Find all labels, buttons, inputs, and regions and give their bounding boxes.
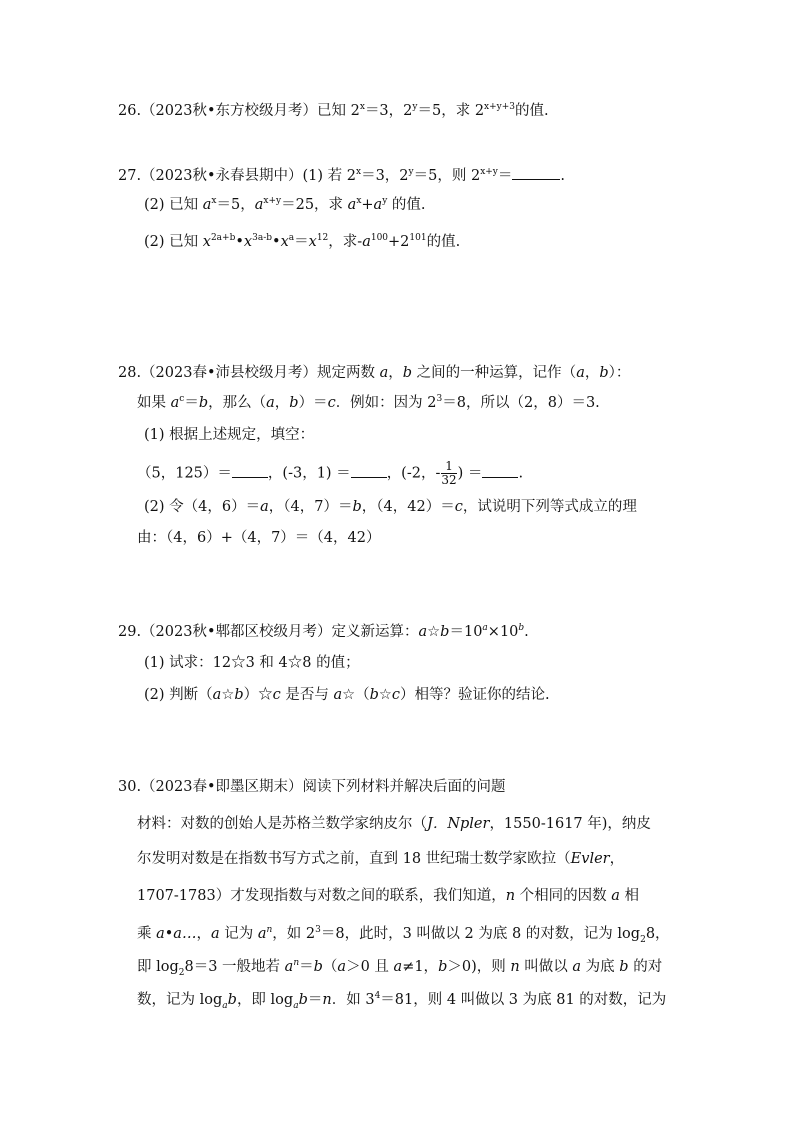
question-30-line-1: 30.（2023春•即墨区期末）阅读下列材料并解决后面的问题 [118, 779, 506, 795]
question-30-line-7 [137, 991, 667, 1011]
exponent: x+y+3 [484, 102, 516, 113]
exponent: 12 [316, 233, 329, 244]
text: ，求- [328, 234, 363, 250]
exponent: 2a+b [210, 233, 236, 244]
text: ．如 3 [331, 992, 375, 1008]
text: ， [196, 926, 211, 942]
exponent: x [211, 196, 217, 207]
var: a [572, 959, 582, 975]
var: a [393, 959, 403, 975]
text: ☆（ [342, 687, 370, 703]
text: ＝ [294, 234, 309, 250]
text: （ [322, 959, 338, 975]
question-27-line-1 [118, 167, 565, 184]
text: ， [388, 365, 403, 381]
question-30-line-3 [137, 852, 624, 867]
name: Evler [570, 851, 610, 867]
text: ，(-2，- [386, 465, 441, 482]
var: a [260, 499, 269, 515]
var: c [327, 395, 336, 411]
text: ＞0)，则 [447, 959, 511, 975]
text: ＝81，则 4 叫做以 3 为底 81 的对数，记为 [380, 992, 667, 1008]
exponent: 100 [370, 233, 389, 244]
var: b [298, 992, 308, 1008]
text: ＝3，2 [361, 168, 409, 184]
text: . [518, 465, 524, 482]
fraction [441, 460, 456, 487]
question-30-line-2 [137, 817, 651, 832]
text: 之间的一种运算，记作（ [412, 365, 577, 381]
text: 尔发明对数是在指数书写方式之前，直到 18 世纪瑞士数学家欧拉（ [137, 851, 571, 867]
text: 为底 [581, 959, 620, 975]
text: 28.（2023春•沛县校级月考）规定两数 [118, 365, 380, 381]
var: a [333, 687, 343, 703]
var: x [280, 234, 289, 250]
exponent: x+y [480, 167, 498, 178]
text: 数，记为 log [137, 992, 223, 1008]
question-27-line-3 [144, 235, 460, 250]
text: 26.（2023秋•东方校级月考）已知 2 [118, 103, 360, 119]
text: 的对 [628, 959, 663, 975]
exponent: 3 [315, 925, 321, 936]
exponent: b [518, 623, 525, 634]
text: ，如 2 [272, 926, 316, 942]
answer-blank[interactable] [232, 465, 268, 478]
question-29-line-3 [144, 688, 550, 703]
question-30-line-6 [137, 958, 663, 978]
var: a [362, 234, 371, 250]
text: 材料：对数的创始人是苏格兰数学家纳皮尔（ [137, 816, 427, 832]
text: (2) 令（4，6）＝ [144, 499, 261, 515]
text: ）： [608, 365, 631, 381]
question-28-line-1 [118, 366, 630, 381]
exponent: n [266, 925, 273, 936]
var: b [438, 959, 448, 975]
subscript: 2 [640, 934, 646, 945]
text: . [560, 168, 565, 184]
text: (2) 已知 [144, 197, 203, 213]
var: a [337, 959, 347, 975]
var: a [576, 365, 585, 381]
text: ＝5， [216, 197, 255, 213]
text: 记为 [219, 926, 258, 942]
exponent: y [382, 196, 388, 207]
text: 个相同的因数 [515, 888, 612, 904]
text: ，那么（ [208, 395, 267, 411]
text: ≠1， [402, 959, 439, 975]
subscript: 2 [178, 967, 185, 978]
text: ， [584, 365, 600, 381]
var: b [198, 395, 209, 411]
denominator: 32 [441, 473, 457, 487]
text: ，（4，7）＝ [268, 499, 353, 515]
text: ＝25，求 [281, 197, 348, 213]
text: 的值. [387, 197, 426, 213]
exponent: x+y [263, 196, 282, 207]
text: 叫做以 [519, 959, 573, 975]
text: 的值. [515, 103, 549, 119]
text: ＝ [299, 959, 314, 975]
question-30-line-4 [137, 889, 639, 904]
text: ×10 [487, 624, 519, 640]
var: b [313, 959, 323, 975]
var: a [284, 959, 294, 975]
text: ，即 log [236, 992, 294, 1008]
text: 1707-1783）才发现指数与对数之间的联系，我们知道， [137, 888, 506, 904]
var: a [266, 395, 275, 411]
question-28-line-3: (1) 根据上述规定，填空： [144, 427, 315, 443]
text: ）相等？验证你的结论. [400, 687, 550, 703]
var: x [202, 234, 211, 250]
var: c [272, 687, 281, 703]
text: ＝8，此时，3 叫做以 2 为底 8 的对数，记为 log [320, 926, 641, 942]
answer-blank[interactable] [351, 465, 387, 478]
text: ）☆ [243, 687, 273, 703]
var: b [619, 959, 629, 975]
var: a [254, 197, 264, 213]
text: 27.（2023秋•永春县期中）(1) 若 2 [118, 168, 356, 184]
var: b [352, 499, 362, 515]
subscript: a [293, 1000, 299, 1011]
text: + [361, 197, 374, 213]
question-29-line-2: (1) 试求：12☆3 和 4☆8 的值； [144, 655, 360, 671]
var: n [505, 888, 516, 904]
exponent: n [293, 958, 300, 969]
text: 8， [645, 926, 670, 942]
question-30-line-5 [137, 925, 670, 945]
text: . [524, 624, 529, 640]
text: ，（4，42）＝ [361, 499, 455, 515]
var: x [308, 234, 317, 250]
text: ☆ [378, 687, 392, 703]
question-29-line-1 [118, 625, 529, 640]
text: ．例如：因为 2 [335, 395, 437, 411]
var: c [454, 499, 463, 515]
text: ＝5，求 2 [417, 103, 485, 119]
var: b [440, 624, 450, 640]
var: a [379, 365, 389, 381]
numerator: 1 [445, 459, 453, 473]
text: ，1550-1617 年)，纳皮 [489, 816, 651, 832]
var: a [373, 197, 383, 213]
question-26 [118, 104, 549, 119]
text: ＞0 且 [346, 959, 394, 975]
name: J．Npler [427, 816, 490, 832]
question-28-line-2 [137, 396, 600, 411]
text: 如果 [137, 395, 171, 411]
answer-blank[interactable] [482, 465, 518, 478]
var: a [347, 197, 357, 213]
text: 乘 [137, 926, 157, 942]
text: 8＝3 一般地若 [184, 959, 285, 975]
question-28-line-6: 由：（4，6）+（4，7）＝（4，42） [137, 530, 381, 546]
var: a [611, 888, 620, 904]
text: ＝5，则 2 [413, 168, 481, 184]
var: a [257, 926, 267, 942]
text: ，(-3，1) ＝ [267, 465, 351, 482]
exponent: c [179, 394, 185, 405]
text: 即 log [137, 959, 179, 975]
var: n [322, 992, 332, 1008]
text: ， [609, 851, 625, 867]
exponent: x [356, 167, 362, 178]
var: b [599, 365, 609, 381]
exponent: x [356, 196, 362, 207]
exponent: 101 [409, 233, 427, 244]
text: ☆ [427, 624, 441, 640]
var: a [202, 197, 212, 213]
var: b [234, 687, 244, 703]
text: ＝3，2 [364, 103, 413, 119]
text: ＝ [497, 168, 513, 184]
exponent: 4 [374, 991, 381, 1002]
var: a [210, 926, 220, 942]
var: b [227, 992, 237, 1008]
text: 的值. [426, 234, 461, 250]
var: a [418, 624, 428, 640]
question-28-line-5 [144, 500, 637, 515]
var: c [391, 687, 401, 703]
var: a [170, 395, 180, 411]
var: b [402, 365, 413, 381]
text: （5，125）＝ [137, 465, 232, 482]
var: a•a… [156, 926, 197, 942]
question-27-line-2 [144, 198, 426, 213]
text: 相 [619, 888, 640, 904]
text: ， [274, 395, 290, 411]
var: x [243, 234, 253, 250]
text: +2 [388, 234, 410, 250]
text: ）＝ [298, 395, 328, 411]
var: b [369, 687, 379, 703]
text: • [235, 234, 244, 250]
text: ＝ [184, 395, 199, 411]
exponent: 3 [436, 394, 443, 405]
exponent: a [288, 233, 295, 244]
question-28-line-4 [137, 460, 523, 487]
var: n [510, 959, 520, 975]
text: ) ＝ [457, 465, 483, 482]
var: a [212, 687, 222, 703]
exponent: y [412, 102, 418, 113]
text: ＝10 [449, 624, 483, 640]
exponent: a [482, 623, 488, 634]
answer-blank[interactable] [512, 167, 560, 180]
exponent: 3a-b [252, 233, 273, 244]
subscript: a [222, 1000, 228, 1011]
text: ☆ [221, 687, 235, 703]
exponent: x [359, 102, 365, 113]
text: 是否与 [280, 687, 334, 703]
text: (2) 已知 [144, 234, 203, 250]
text: (2) 判断（ [144, 687, 213, 703]
text: ＝ [307, 992, 323, 1008]
text: ＝8，所以（2，8）＝3. [442, 395, 600, 411]
text: 29.（2023秋•郫都区校级月考）定义新运算： [118, 624, 419, 640]
var: b [289, 395, 299, 411]
text: ，试说明下列等式成立的理 [462, 499, 637, 515]
exponent: y [408, 167, 414, 178]
text: • [272, 234, 281, 250]
